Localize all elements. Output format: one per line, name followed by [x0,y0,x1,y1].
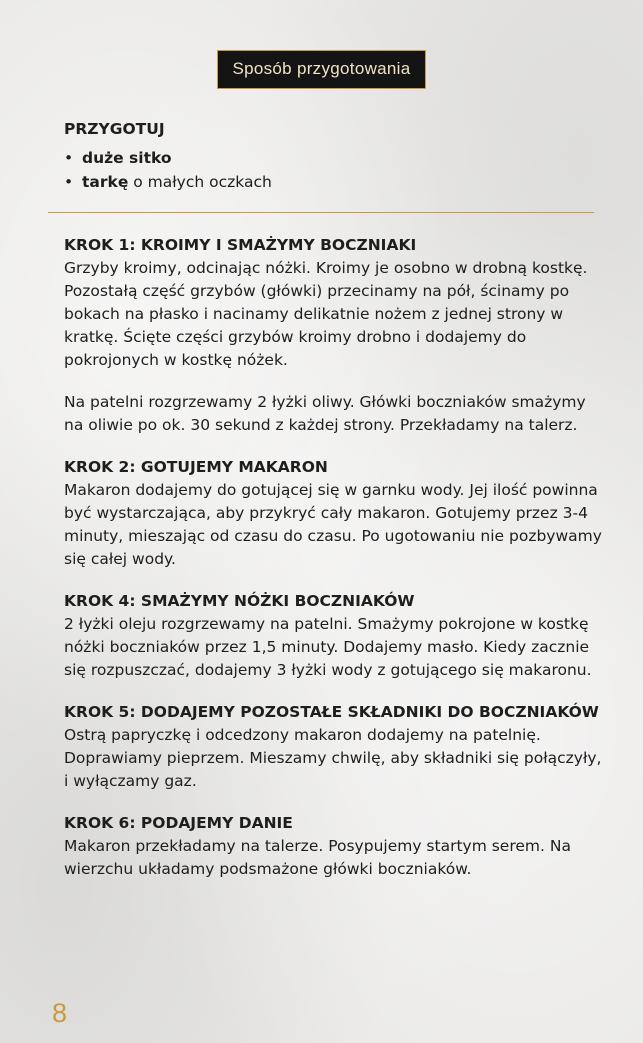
step-2 [64,456,604,571]
step-title: KROK 4: SMAŻYMY NÓŻKI BOCZNIAKÓW [64,592,415,610]
step-paragraph: Ostrą papryczkę i odcedzony makaron dodajemy na patelnię. Doprawiamy pieprzem. Mieszamy chwilę, aby składniki się połączyły, i wyłączamy gaz. [64,726,602,790]
step-paragraph: Makaron dodajemy do gotującej się w garnku wody. Jej ilość powinna być wystarczająca, aby przykryć cały makaron. Gotujemy przez 3-4 minuty, mieszając od czasu do czasu. Po ugotowaniu nie pozbywamy się całej wody. [64,481,602,568]
step-6 [64,812,604,881]
steps-section [64,234,604,900]
prepare-item-bold: tarkę [82,173,129,191]
prepare-list [64,146,604,194]
bullet-icon: • [64,173,74,191]
section-banner: Sposób przygotowania [217,50,425,89]
page-number: 8 [52,998,68,1028]
prepare-section [64,118,604,194]
step-title: KROK 1: KROIMY I SMAŻYMY BOCZNIAKI [64,236,417,254]
prepare-item-bold: duże sitko [82,149,172,167]
step-paragraph: 2 łyżki oleju rozgrzewamy na patelni. Smażymy pokrojone w kostkę nóżki boczniaków przez 1,5 minuty. Dodajemy masło. Kiedy zacznie się rozpuszczać, dodajemy 3 łyżki wody z gotującego się makaronu. [64,615,592,679]
step-title: KROK 5: DODAJEMY POZOSTAŁE SKŁADNIKI DO BOCZNIAKÓW [64,703,599,721]
prepare-item [64,170,604,194]
banner-wrap [0,50,643,89]
step-paragraph: Na patelni rozgrzewamy 2 łyżki oliwy. Główki boczniaków smażymy na oliwie po ok. 30 sekund z każdej strony. Przekładamy na talerz. [64,393,586,434]
bullet-icon: • [64,149,74,167]
section-divider [48,212,594,213]
prepare-heading: PRZYGOTUJ [64,120,165,138]
step-1 [64,234,604,437]
prepare-item-rest: o małych oczkach [128,173,272,191]
step-title: KROK 6: PODAJEMY DANIE [64,814,293,832]
step-paragraph: Makaron przekładamy na talerze. Posypujemy startym serem. Na wierzchu układamy podsmażone główki boczniaków. [64,837,571,878]
step-4 [64,590,604,682]
step-paragraph: Grzyby kroimy, odcinając nóżki. Kroimy je osobno w drobną kostkę. Pozostałą część grzybów (główki) przecinamy na pół, ścinamy po bokach na płasko i nacinamy delikatnie nożem z jednej strony w kratkę. Ścięte części grzybów kroimy drobno i dodajemy do pokrojonych w kostkę nóżek. [64,259,588,369]
step-5 [64,701,604,793]
step-title: KROK 2: GOTUJEMY MAKARON [64,458,328,476]
prepare-item [64,146,604,170]
